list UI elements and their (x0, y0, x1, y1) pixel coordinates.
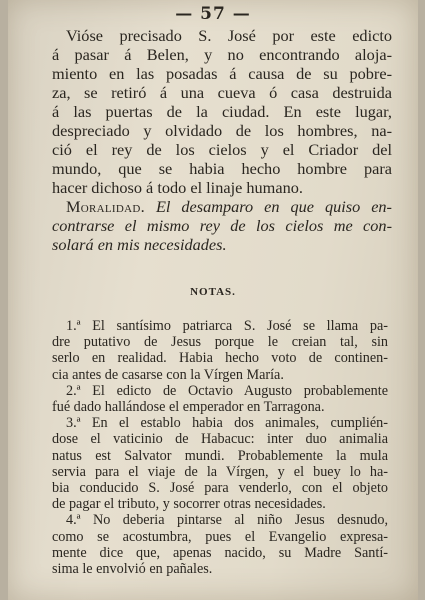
note-line: fué dado hallándose el emperador en Tarragona. (52, 399, 325, 416)
main-line: miento en las posadas á causa de su pobre- (52, 64, 392, 83)
note-line: cia antes de casarse con la Vírgen María. (52, 366, 284, 383)
main-line: á las puertas de la ciudad. En este lugar, (52, 102, 392, 121)
note-line: mente dice que, apenas nacido, su Madre Santí- (52, 544, 388, 561)
notes-heading: NOTAS. (190, 286, 236, 298)
note-line: bia conducido S. José para venderlo, con el objeto (52, 480, 388, 497)
note-line: natus est Salvator mundi. Probablemente la mula (52, 447, 388, 464)
book-page (8, 0, 418, 600)
moral-label: Moralidad. (66, 197, 145, 216)
note-line: sima le envolvió en pañales. (52, 561, 213, 578)
main-line: despreciado y olvidado de los hombres, na- (52, 121, 392, 140)
note-line: 3.ª En el establo habia dos animales, cumplién- (66, 415, 388, 432)
notes-section (52, 318, 388, 577)
moral-line: contrarse el mismo rey de los cielos me con- (52, 216, 392, 235)
page-number: — 57 — (175, 4, 251, 24)
note-line: 1.ª El santísimo patriarca S. José se llama pa- (66, 318, 388, 334)
main-line: hacer dichoso á todo el linaje humano. (52, 178, 303, 197)
moral-line (52, 197, 392, 216)
note-line: de pagar el tributo, y socorrer otras necesidades. (52, 496, 326, 513)
main-line: mundo, que se habia hecho hombre para (52, 159, 392, 178)
moral-text: El desamparo en que quiso en- (155, 197, 392, 216)
main-line: Vióse precisado S. José por este edicto (66, 26, 392, 45)
note-line: servia para el viaje de la Vírgen, y el buey lo ha- (52, 463, 388, 480)
note-line: serlo en realidad. Habia hecho voto de continen- (52, 350, 388, 367)
main-text (52, 26, 392, 254)
note-line: 4.ª No deberia pintarse al niño Jesus desnudo, (66, 512, 388, 529)
note-line: dre putativo de Jesus porque le creian tal, sin (52, 334, 388, 351)
main-line: á pasar á Belen, y no encontrando aloja- (52, 45, 392, 64)
note-line: dose el vaticinio de Habacuc: inter duo animalia (52, 431, 388, 448)
note-line: como se acostumbra, pues el Evangelio expresa- (52, 528, 388, 545)
moral-line: solará en mis necesidades. (52, 235, 227, 254)
main-line: za, se retiró á una cueva ó casa destruida (52, 83, 392, 102)
main-line: ció el rey de los cielos y el Criador del (52, 140, 392, 159)
note-line: 2.ª El edicto de Octavio Augusto probablemente (66, 382, 388, 399)
